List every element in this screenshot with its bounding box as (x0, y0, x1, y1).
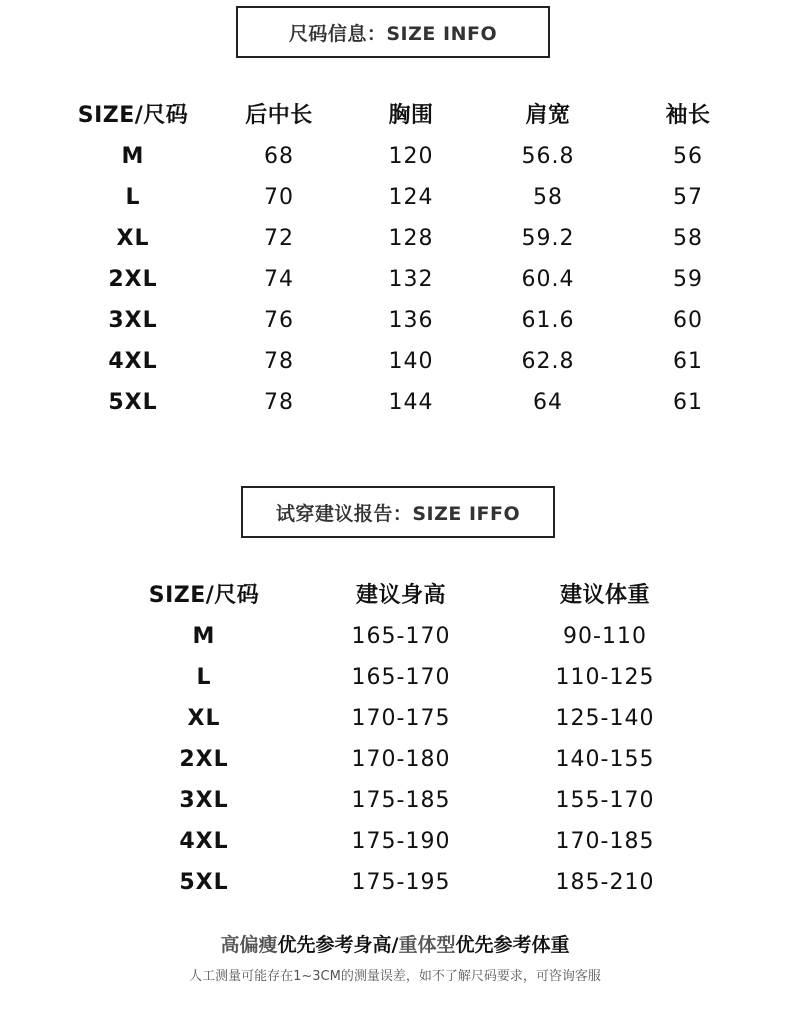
advice-tall-slim: 高偏瘦 (220, 934, 278, 956)
back-length-cell: 74 (264, 267, 294, 292)
header-chest: 胸围 (388, 103, 434, 128)
table-row (0, 136, 790, 177)
size-cell: 5XL (108, 390, 158, 415)
size-info-title (236, 6, 550, 58)
header-sleeve: 袖长 (665, 103, 711, 128)
sleeve-cell: 61 (673, 390, 703, 415)
table-row (0, 657, 790, 698)
back-length-cell: 70 (264, 185, 294, 210)
table-row (0, 616, 790, 657)
size-cell: L (125, 185, 141, 210)
sleeve-cell: 59 (673, 267, 703, 292)
advice-heavy-build: 重体型 (398, 934, 456, 956)
advice-weight-priority: 优先参考体重 (455, 934, 570, 956)
fit-report-table (0, 575, 790, 903)
table-header-row (0, 575, 790, 616)
weight-cell: 155-170 (555, 788, 655, 813)
size-cell: XL (116, 226, 150, 251)
size-cell: 2XL (108, 267, 158, 292)
chest-cell: 136 (388, 308, 434, 333)
shoulder-cell: 59.2 (521, 226, 575, 251)
fit-report-title (241, 486, 555, 538)
chest-cell: 140 (388, 349, 434, 374)
fit-advice-line (0, 930, 790, 957)
back-length-cell: 78 (264, 349, 294, 374)
chest-cell: 124 (388, 185, 434, 210)
chest-cell: 144 (388, 390, 434, 415)
height-cell: 175-185 (351, 788, 451, 813)
size-cell: 4XL (108, 349, 158, 374)
size-cell: 3XL (179, 788, 229, 813)
back-length-cell: 78 (264, 390, 294, 415)
sleeve-cell: 58 (673, 226, 703, 251)
size-cell: 4XL (179, 829, 229, 854)
back-length-cell: 72 (264, 226, 294, 251)
table-row (0, 739, 790, 780)
height-cell: 175-190 (351, 829, 451, 854)
shoulder-cell: 56.8 (521, 144, 575, 169)
weight-cell: 140-155 (555, 747, 655, 772)
shoulder-cell: 61.6 (521, 308, 575, 333)
height-cell: 165-170 (351, 665, 451, 690)
sleeve-cell: 56 (673, 144, 703, 169)
header-size: SIZE/尺码 (77, 103, 189, 128)
weight-cell: 185-210 (555, 870, 655, 895)
shoulder-cell: 60.4 (521, 267, 575, 292)
chest-cell: 120 (388, 144, 434, 169)
size-cell: XL (187, 706, 221, 731)
header-back-length: 后中长 (245, 103, 313, 128)
weight-cell: 110-125 (555, 665, 655, 690)
weight-cell: 90-110 (563, 624, 647, 649)
table-row (0, 300, 790, 341)
header-height: 建议身高 (355, 583, 447, 608)
chest-cell: 128 (388, 226, 434, 251)
sleeve-cell: 61 (673, 349, 703, 374)
table-row (0, 780, 790, 821)
advice-height-priority: 优先参考身高/ (277, 934, 399, 956)
shoulder-cell: 62.8 (521, 349, 575, 374)
height-cell: 165-170 (351, 624, 451, 649)
size-cell: 3XL (108, 308, 158, 333)
weight-cell: 170-185 (555, 829, 655, 854)
height-cell: 175-195 (351, 870, 451, 895)
table-row (0, 382, 790, 423)
table-row (0, 341, 790, 382)
size-info-title-text: 尺码信息：SIZE INFO (288, 22, 498, 45)
sleeve-cell: 57 (673, 185, 703, 210)
table-row (0, 259, 790, 300)
back-length-cell: 68 (264, 144, 294, 169)
table-row (0, 698, 790, 739)
chest-cell: 132 (388, 267, 434, 292)
back-length-cell: 76 (264, 308, 294, 333)
header-size: SIZE/尺码 (148, 583, 260, 608)
table-row (0, 218, 790, 259)
size-cell: M (121, 144, 145, 169)
size-info-table (0, 95, 790, 423)
fit-report-title-text: 试穿建议报告：SIZE IFFO (275, 502, 521, 525)
height-cell: 170-175 (351, 706, 451, 731)
weight-cell: 125-140 (555, 706, 655, 731)
shoulder-cell: 58 (533, 185, 563, 210)
table-header-row (0, 95, 790, 136)
table-row (0, 821, 790, 862)
sleeve-cell: 60 (673, 308, 703, 333)
size-cell: 2XL (179, 747, 229, 772)
table-row (0, 177, 790, 218)
table-row (0, 862, 790, 903)
header-shoulder: 肩宽 (525, 103, 571, 128)
header-weight: 建议体重 (559, 583, 651, 608)
measurement-note: 人工测量可能存在1~3CM的测量误差，如不了解尺码要求，可咨询客服 (189, 969, 601, 984)
size-cell: L (196, 665, 212, 690)
shoulder-cell: 64 (533, 390, 563, 415)
size-cell: 5XL (179, 870, 229, 895)
size-cell: M (192, 624, 216, 649)
height-cell: 170-180 (351, 747, 451, 772)
